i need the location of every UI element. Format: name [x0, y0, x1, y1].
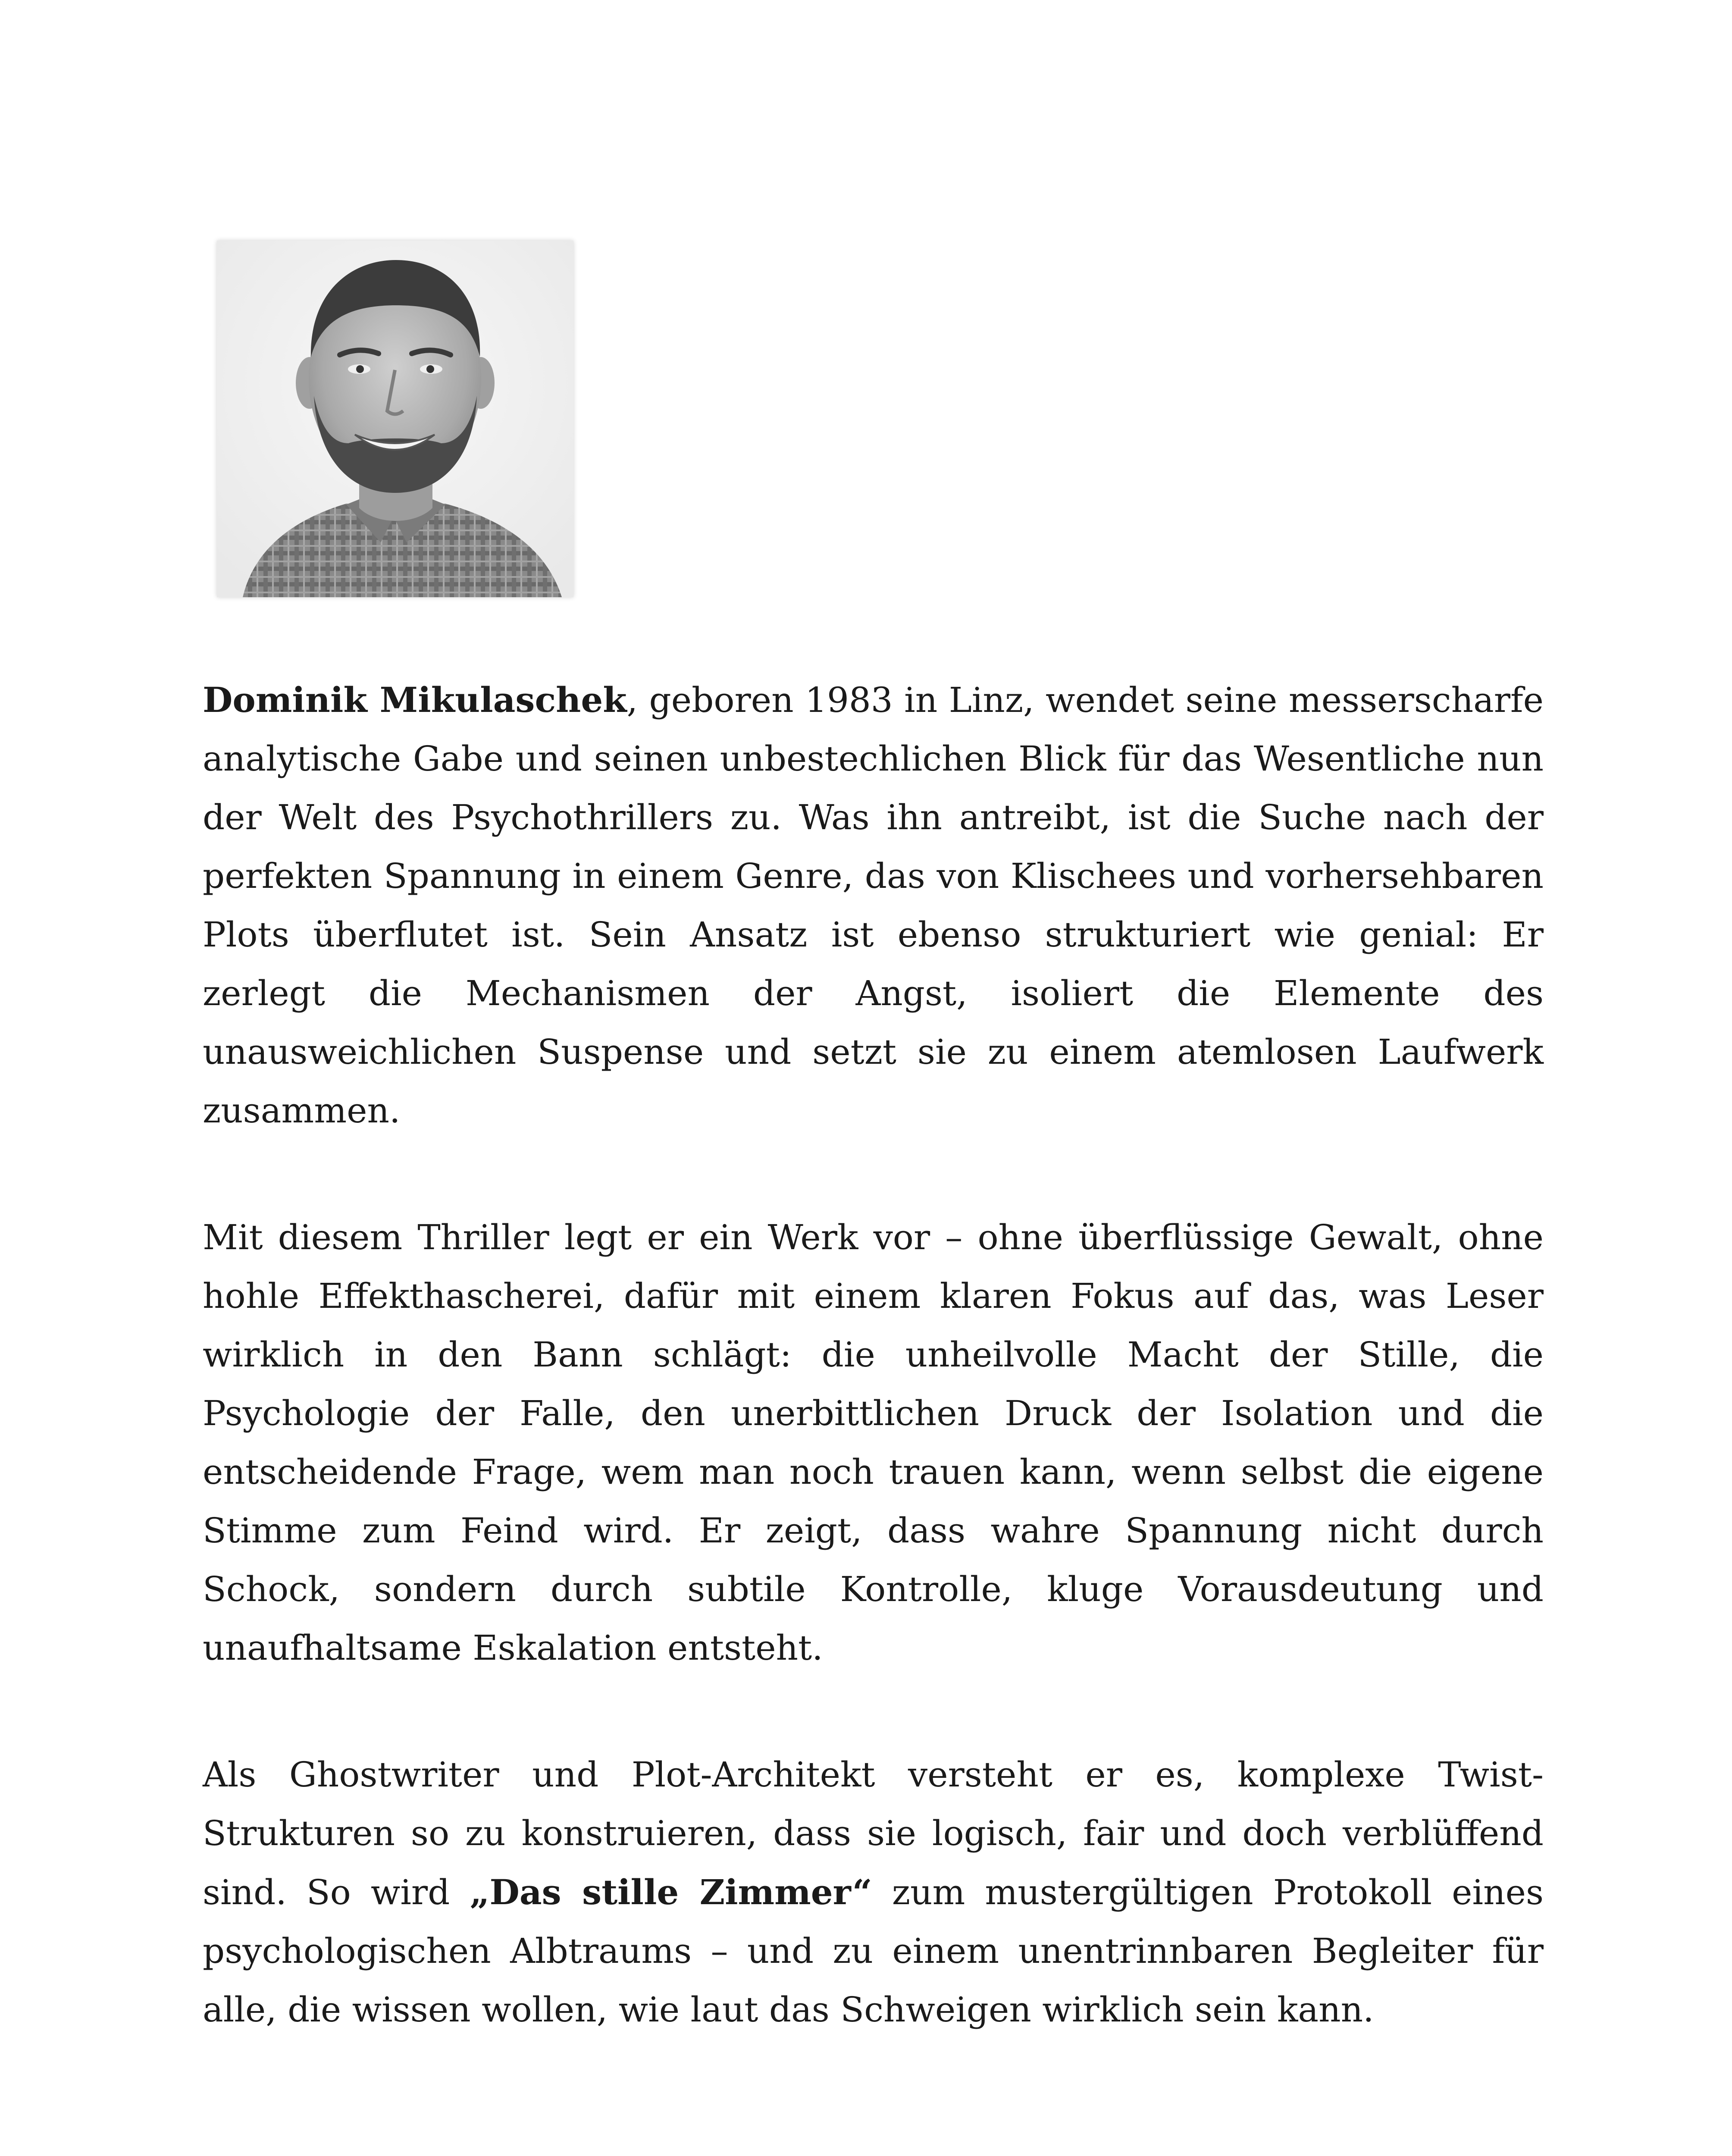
author-photo: [217, 241, 573, 597]
author-bio: [203, 671, 1544, 2039]
book-title: „Das stille Zimmer“: [470, 1872, 872, 1912]
bio-paragraph-1: [203, 671, 1544, 1140]
bio-paragraph-3-text-before: Als Ghostwriter und Plot-Architekt versteht er es, komplexe Twist-Strukturen so zu konstruieren, dass sie logisch, fair und doch verblüffend sind. So wird: [203, 1755, 1544, 1912]
bio-paragraph-3: [203, 1745, 1544, 2039]
bio-paragraph-3-text-after: zum mustergültigen Protokoll eines psychologischen Albtraums – und zu einem unentrinnbaren Begleiter für alle, die wissen wollen, wie laut das Schweigen wirklich sein kann.: [203, 1872, 1544, 2030]
bio-paragraph-2-text: Mit diesem Thriller legt er ein Werk vor – ohne überflüssige Gewalt, ohne hohle Effekthascherei, dafür mit einem klaren Fokus auf das, was Leser wirklich in den Bann schlägt: die unheilvolle Macht der Stille, die Psychologie der Falle, den unerbittlichen Druck der Isolation und die entscheidende Frage, wem man noch trauen kann, wenn selbst die eigene Stimme zum Feind wird. Er zeigt, dass wahre Spannung nicht durch Schock, sondern durch subtile Kontrolle, kluge Vorausdeutung und unaufhaltsame Eskalation entsteht.: [203, 1217, 1544, 1668]
portrait-photo-icon: [217, 241, 573, 597]
bio-paragraph-1-text: , geboren 1983 in Linz, wendet seine messerscharfe analytische Gabe und seinen unbestechlichen Blick für das Wesentliche nun der Welt des Psychothrillers zu. Was ihn antreibt, ist die Suche nach der perfekten Spannung in einem Genre, das von Klischees und vorhersehbaren Plots überflutet ist. Sein Ansatz ist ebenso strukturiert wie genial: Er zerlegt die Mechanismen der Angst, isoliert die Elemente des unausweichlichen Suspense und setzt sie zu einem atemlosen Laufwerk zusammen.: [203, 680, 1544, 1131]
bio-paragraph-2: [203, 1208, 1544, 1677]
author-name: Dominik Mikulaschek: [203, 680, 627, 720]
